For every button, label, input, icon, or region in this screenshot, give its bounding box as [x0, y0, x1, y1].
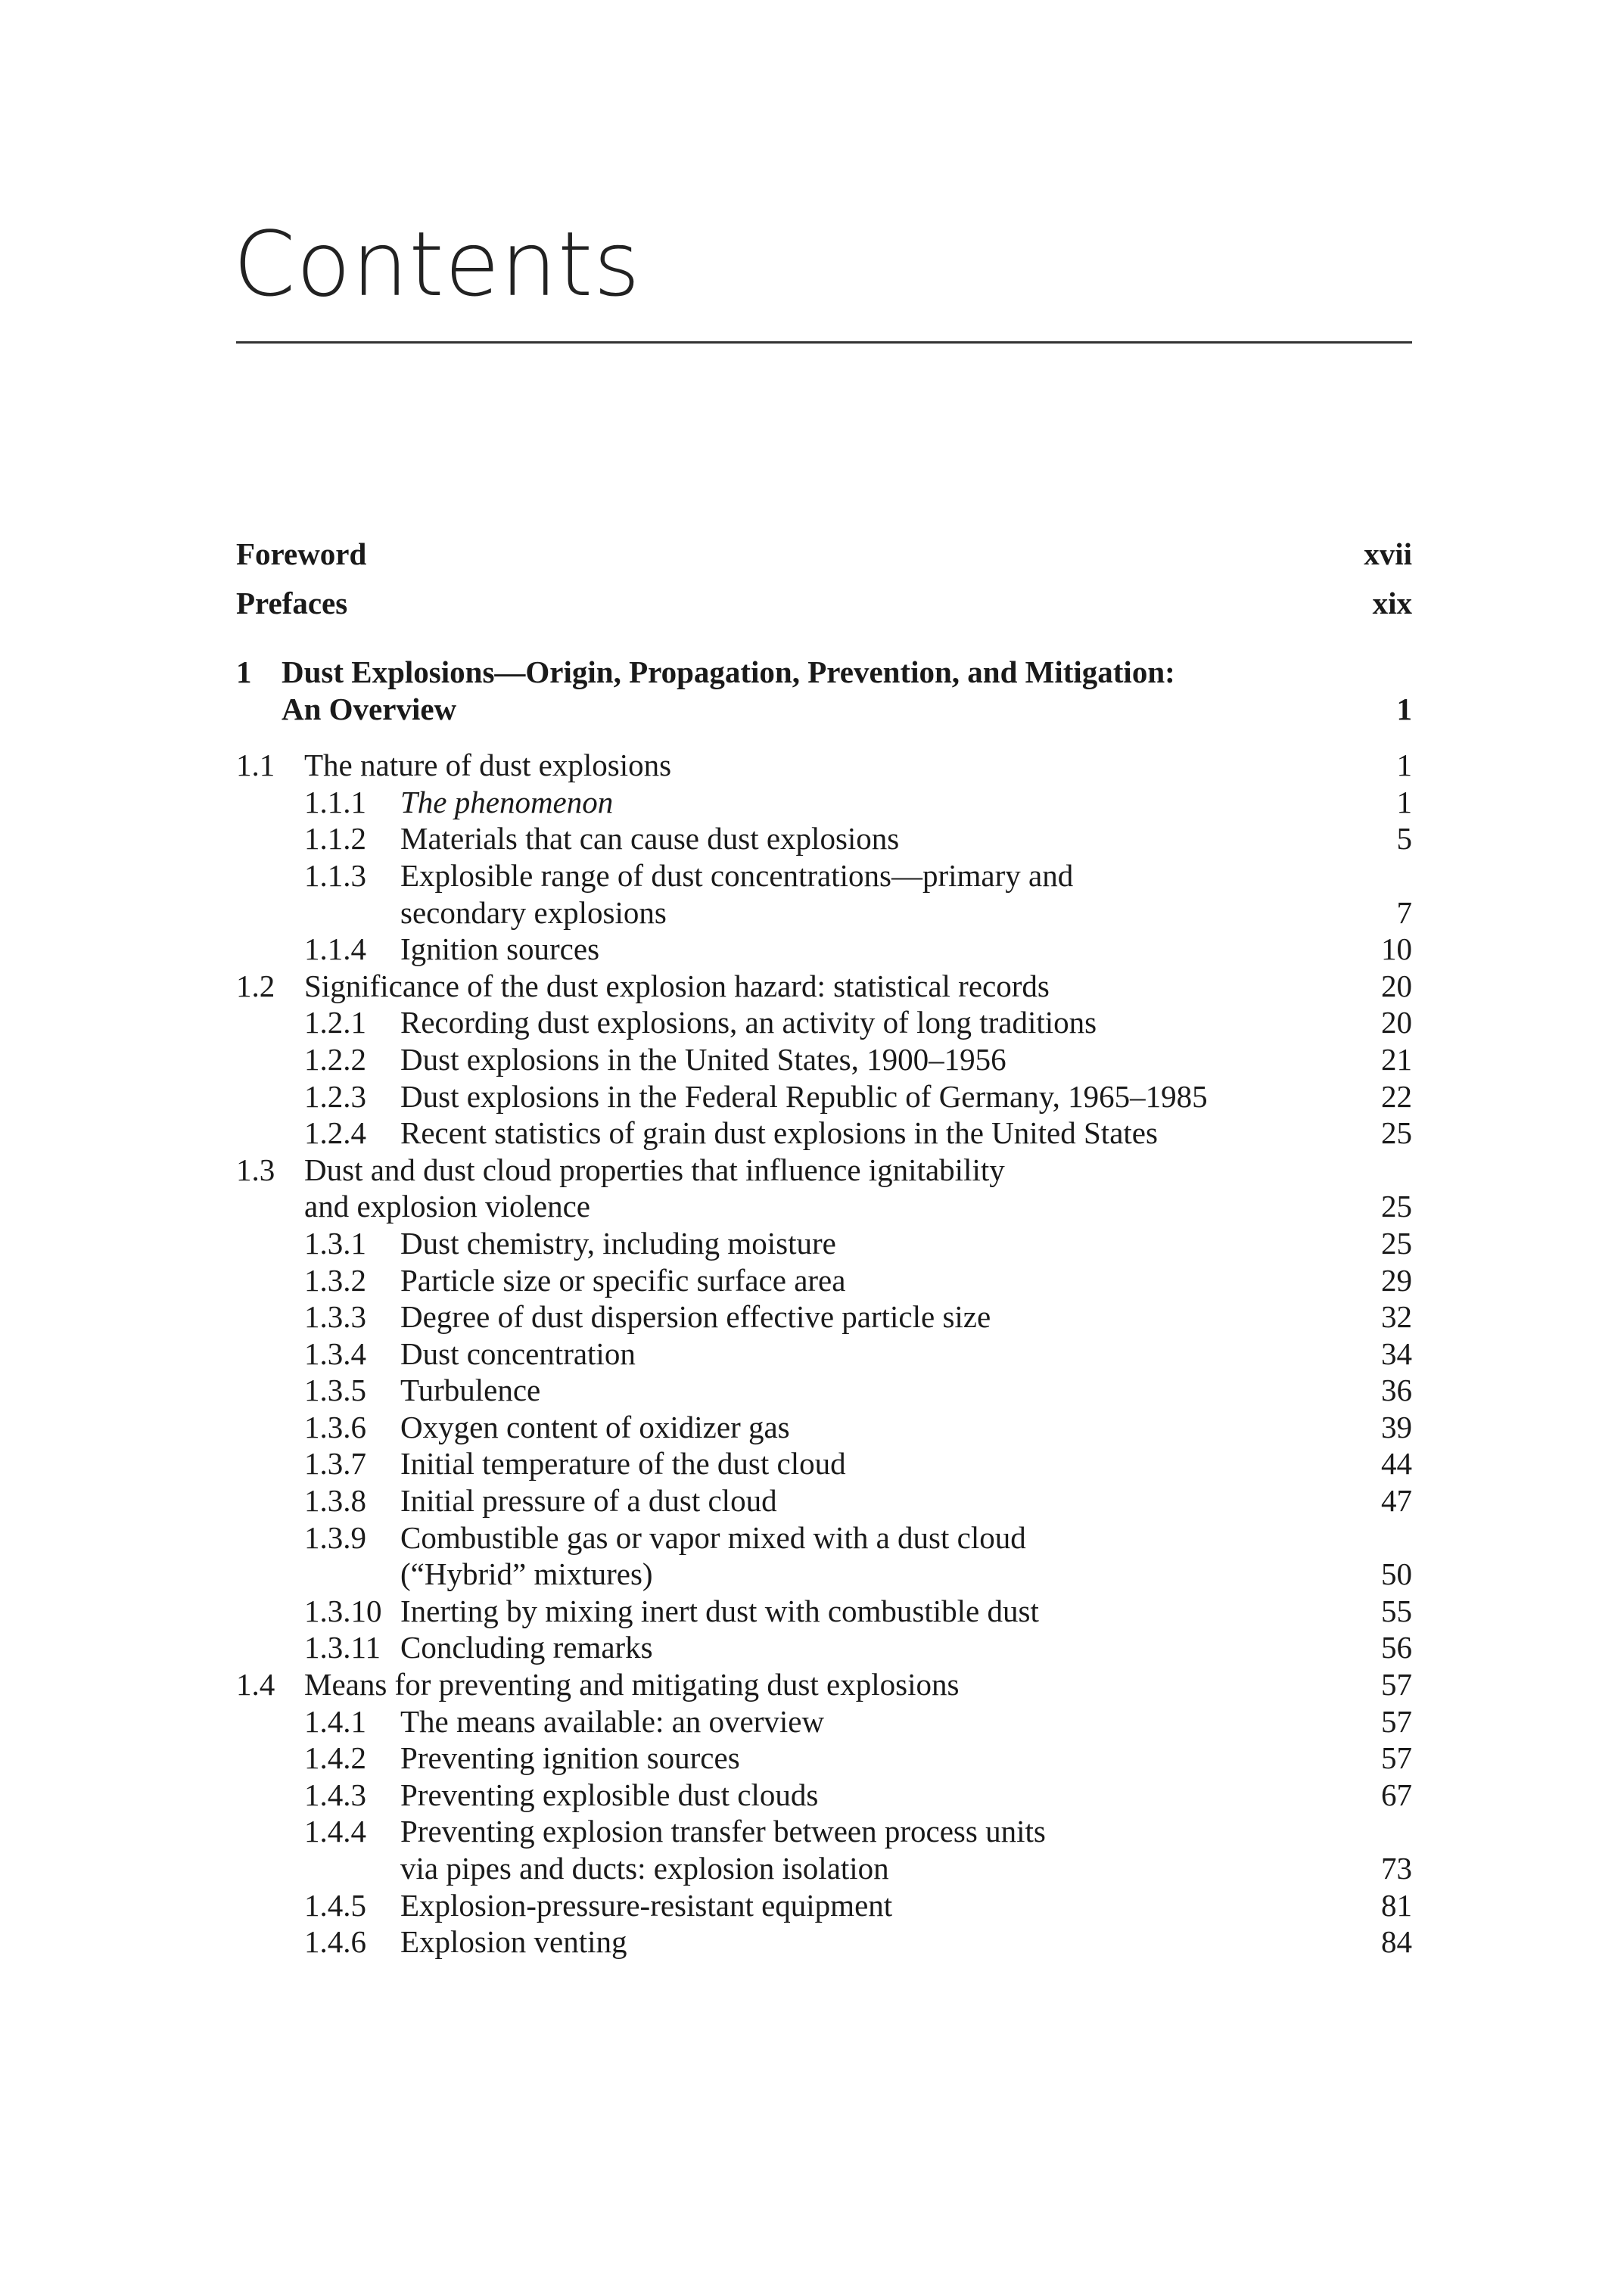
- entry-title-line: The phenomenon: [400, 784, 614, 819]
- toc-entry[interactable]: [236, 1298, 1412, 1336]
- toc-entry[interactable]: [236, 1777, 1412, 1814]
- entry-number: 1.4.1: [304, 1703, 366, 1739]
- entry-title-line: Inerting by mixing inert dust with combustible dust: [400, 1593, 1039, 1628]
- entry-number: 1.3.3: [304, 1299, 366, 1335]
- entry-title: [236, 1923, 1412, 1961]
- entry-title-line: Foreword: [236, 536, 367, 571]
- entry-number: 1.3.4: [304, 1336, 366, 1371]
- toc-entry[interactable]: [236, 530, 1412, 579]
- entry-number: 1.2.1: [304, 1005, 366, 1040]
- entry-title-line: Preventing explosible dust clouds: [400, 1777, 819, 1812]
- entry-page-number: 57: [1381, 1703, 1412, 1739]
- entry-page-number: 25: [1381, 1189, 1412, 1224]
- toc-entry[interactable]: [236, 579, 1412, 628]
- entry-page-number: 56: [1381, 1630, 1412, 1665]
- toc-entry[interactable]: [236, 654, 1412, 727]
- toc-entry[interactable]: [236, 1078, 1412, 1115]
- entry-number: 1.1.2: [304, 821, 366, 857]
- entry-page-number: 20: [1381, 1005, 1412, 1040]
- entry-title-line: The means available: an overview: [400, 1703, 825, 1739]
- title-divider: [236, 341, 1412, 344]
- toc-entry[interactable]: [236, 1445, 1412, 1482]
- entry-number: 1: [236, 655, 252, 689]
- entry-title-line: Turbulence: [400, 1373, 541, 1408]
- entry-number: 1.4.6: [304, 1924, 366, 1960]
- entry-title-line: Preventing explosion transfer between process units: [400, 1814, 1046, 1849]
- entry-page-number: xix: [1372, 586, 1412, 620]
- entry-number: 1.3.10: [304, 1593, 382, 1628]
- entry-title: [236, 1519, 1412, 1593]
- entry-number: 1.4.4: [304, 1814, 366, 1849]
- toc-entry[interactable]: [236, 1666, 1412, 1703]
- entry-page-number: 36: [1381, 1373, 1412, 1408]
- entry-title-line: Dust concentration: [400, 1336, 636, 1371]
- entry-title-line: via pipes and ducts: explosion isolation: [400, 1851, 889, 1886]
- entry-title-line: Recent statistics of grain dust explosions in the United States: [400, 1115, 1158, 1151]
- toc-entry[interactable]: [236, 931, 1412, 968]
- entry-title: [236, 820, 1412, 857]
- entry-title: [236, 857, 1412, 931]
- toc-entry[interactable]: [236, 1813, 1412, 1886]
- entry-title-line: Significance of the dust explosion hazard: statistical records: [304, 968, 1050, 1003]
- entry-number: 1.1.3: [304, 857, 366, 893]
- entry-title-line: Dust and dust cloud properties that influence ignitability: [304, 1152, 1005, 1187]
- entry-title: [236, 1813, 1412, 1886]
- entry-title-line: Oxygen content of oxidizer gas: [400, 1409, 790, 1444]
- page-title: Contents: [233, 212, 641, 316]
- entry-title-line: Explosion-pressure-resistant equipment: [400, 1887, 893, 1923]
- toc-entry[interactable]: [236, 1336, 1412, 1373]
- entry-title: [236, 1703, 1412, 1740]
- entry-page-number: 1: [1396, 691, 1412, 726]
- entry-number: 1.2: [236, 968, 275, 1003]
- entry-title: [236, 1262, 1412, 1299]
- entry-title: [236, 1336, 1412, 1373]
- entry-title: [236, 1482, 1412, 1519]
- entry-title: [236, 1115, 1412, 1152]
- entry-title-line: (“Hybrid” mixtures): [400, 1556, 653, 1592]
- entry-title-line: Materials that can cause dust explosions: [400, 821, 900, 857]
- entry-title-line: Particle size or specific surface area: [400, 1262, 846, 1298]
- entry-title: [236, 747, 1412, 784]
- entry-title: [236, 1409, 1412, 1446]
- entry-title-line: Initial pressure of a dust cloud: [400, 1483, 777, 1519]
- entry-title-line: Degree of dust dispersion effective particle size: [400, 1299, 991, 1335]
- entry-number: 1.4: [236, 1667, 275, 1702]
- entry-page-number: 55: [1381, 1593, 1412, 1628]
- entry-title-line: Recording dust explosions, an activity of long traditions: [400, 1005, 1097, 1040]
- entry-page-number: 50: [1381, 1556, 1412, 1592]
- entry-title: [236, 1041, 1412, 1078]
- entry-title-line: Initial temperature of the dust cloud: [400, 1446, 846, 1482]
- entry-page-number: 39: [1381, 1409, 1412, 1444]
- entry-page-number: 57: [1381, 1740, 1412, 1776]
- entry-page-number: 1: [1396, 784, 1412, 819]
- entry-title-line: Concluding remarks: [400, 1630, 653, 1665]
- toc-entry[interactable]: [236, 1115, 1412, 1152]
- toc-entry[interactable]: [236, 1225, 1412, 1262]
- entry-number: 1.3.9: [304, 1519, 366, 1555]
- toc-entry[interactable]: [236, 1593, 1412, 1630]
- entry-page-number: 21: [1381, 1041, 1412, 1077]
- entry-number: 1.3.11: [304, 1630, 381, 1665]
- entry-title: [236, 1777, 1412, 1814]
- entry-page-number: 20: [1381, 968, 1412, 1003]
- entry-page-number: 29: [1381, 1262, 1412, 1298]
- entry-title: [236, 1887, 1412, 1924]
- entry-page-number: 73: [1381, 1851, 1412, 1886]
- entry-number: 1.4.3: [304, 1777, 366, 1812]
- entry-title: [236, 1593, 1412, 1630]
- entry-title: [236, 1666, 1412, 1703]
- entry-page-number: 84: [1381, 1924, 1412, 1960]
- entry-title: [236, 1004, 1412, 1041]
- entry-page-number: 10: [1381, 931, 1412, 967]
- entry-page-number: 22: [1381, 1078, 1412, 1114]
- toc-entry[interactable]: [236, 1887, 1412, 1924]
- entry-title-line: Preventing ignition sources: [400, 1740, 740, 1776]
- entry-title: [236, 931, 1412, 968]
- entry-page-number: 67: [1381, 1777, 1412, 1812]
- entry-number: 1.2.2: [304, 1041, 366, 1077]
- entry-title: [236, 579, 1412, 628]
- entry-title: [236, 530, 1412, 579]
- entry-number: 1.3.6: [304, 1409, 366, 1444]
- entry-title: [236, 1298, 1412, 1336]
- toc-entry[interactable]: [236, 820, 1412, 857]
- toc-entry[interactable]: [236, 1004, 1412, 1041]
- entry-number: 1.4.5: [304, 1887, 366, 1923]
- toc-entry[interactable]: [236, 1703, 1412, 1740]
- entry-page-number: 81: [1381, 1887, 1412, 1923]
- entry-page-number: 34: [1381, 1336, 1412, 1371]
- entry-number: 1.1.4: [304, 931, 366, 967]
- entry-page-number: 25: [1381, 1225, 1412, 1261]
- toc-entry[interactable]: [236, 1482, 1412, 1519]
- toc-entry[interactable]: [236, 1041, 1412, 1078]
- toc-entry[interactable]: [236, 968, 1412, 1005]
- entry-page-number: 5: [1396, 821, 1412, 857]
- entry-title-line: An Overview: [282, 691, 457, 726]
- toc-entry[interactable]: [236, 784, 1412, 821]
- entry-number: 1.3.5: [304, 1373, 366, 1408]
- entry-title: [236, 1152, 1412, 1225]
- entry-page-number: 32: [1381, 1299, 1412, 1335]
- entry-title: [236, 1445, 1412, 1482]
- entry-title: [236, 784, 1412, 821]
- entry-page-number: 7: [1396, 894, 1412, 930]
- entry-title: [236, 968, 1412, 1005]
- entry-title-line: Explosible range of dust concentrations—primary and: [400, 857, 1074, 893]
- entry-title: [236, 1629, 1412, 1666]
- toc-entry[interactable]: [236, 857, 1412, 931]
- entry-title-line: The nature of dust explosions: [304, 748, 672, 783]
- entry-number: 1.1: [236, 748, 275, 783]
- entry-title-line: Prefaces: [236, 586, 348, 620]
- entry-title-line: Means for preventing and mitigating dust explosions: [304, 1667, 960, 1702]
- entry-title: [236, 1078, 1412, 1115]
- entry-number: 1.1.1: [304, 784, 366, 819]
- toc-entry[interactable]: [236, 1629, 1412, 1666]
- entry-page-number: 44: [1381, 1446, 1412, 1482]
- entry-title-line: Explosion venting: [400, 1924, 627, 1960]
- entry-title-line: Ignition sources: [400, 931, 600, 967]
- entry-title-line: Dust chemistry, including moisture: [400, 1225, 836, 1261]
- toc-entry[interactable]: [236, 1262, 1412, 1299]
- entry-page-number: 25: [1381, 1115, 1412, 1151]
- toc-entry[interactable]: [236, 1923, 1412, 1961]
- entry-title-line: Dust explosions in the United States, 1900–1956: [400, 1041, 1006, 1077]
- toc-entry[interactable]: [236, 1152, 1412, 1225]
- toc-entry[interactable]: [236, 1740, 1412, 1777]
- entry-page-number: 57: [1381, 1667, 1412, 1702]
- entry-number: 1.3: [236, 1152, 275, 1187]
- entry-number: 1.3.8: [304, 1483, 366, 1519]
- entry-number: 1.2.3: [304, 1078, 366, 1114]
- table-of-contents: [236, 530, 1412, 1961]
- entry-title-line: Dust Explosions—Origin, Propagation, Prevention, and Mitigation:: [282, 655, 1175, 689]
- toc-entry[interactable]: [236, 747, 1412, 784]
- entry-title-line: secondary explosions: [400, 894, 667, 930]
- toc-entry[interactable]: [236, 1409, 1412, 1446]
- toc-entry[interactable]: [236, 1372, 1412, 1409]
- entry-title: [236, 1225, 1412, 1262]
- entry-title: [236, 654, 1412, 727]
- entry-title: [236, 1372, 1412, 1409]
- entry-title-line: and explosion violence: [304, 1189, 591, 1224]
- entry-page-number: xvii: [1364, 536, 1412, 571]
- entry-page-number: 47: [1381, 1483, 1412, 1519]
- entry-number: 1.2.4: [304, 1115, 366, 1151]
- toc-entry[interactable]: [236, 1519, 1412, 1593]
- entry-title-line: Dust explosions in the Federal Republic of Germany, 1965–1985: [400, 1078, 1208, 1114]
- entry-title: [236, 1740, 1412, 1777]
- entry-title-line: Combustible gas or vapor mixed with a dust cloud: [400, 1519, 1026, 1555]
- entry-number: 1.3.1: [304, 1225, 366, 1261]
- entry-number: 1.3.2: [304, 1262, 366, 1298]
- entry-page-number: 1: [1396, 748, 1412, 783]
- entry-number: 1.4.2: [304, 1740, 366, 1776]
- entry-number: 1.3.7: [304, 1446, 366, 1482]
